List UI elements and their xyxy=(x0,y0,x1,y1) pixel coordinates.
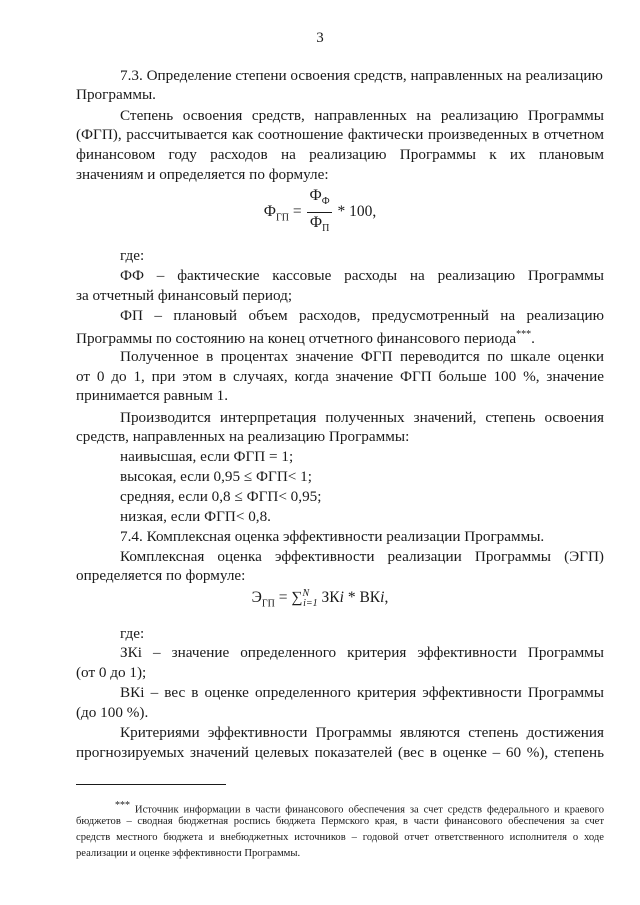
formula-subscript: ГП xyxy=(275,212,289,224)
paragraph-line: финансовом году расходов на реализацию Программы к их плановым xyxy=(76,146,604,163)
section-heading-7-3: 7.3. Определение степени освоения средств, направленных на реализацию xyxy=(120,67,603,84)
paragraph-line: средств, направленных на реализацию Программы: xyxy=(76,428,410,445)
paragraph-line: Комплексная оценка эффективности реализации Программы (ЭГП) xyxy=(120,548,604,565)
footnote-reference: *** xyxy=(516,329,532,340)
formula-tail: , xyxy=(384,589,389,607)
formula-equals: = xyxy=(274,589,292,607)
definition-line: ВКi – вес в оценке определенного критерия эффективности Программы xyxy=(120,684,604,701)
definition-line: ФП – плановый объем расходов, предусмотренный на реализацию xyxy=(120,307,604,324)
formula-term: * ВК xyxy=(343,589,381,607)
paragraph-line: от 0 до 1, при этом в случаях, когда значение ФГП больше 100 %, значение xyxy=(76,368,604,385)
formula-index: i xyxy=(380,589,385,607)
formula-fgp: $Ф_{ГП}$ = $\frac{Ф_Ф}{Ф_П}$ * 100, xyxy=(0,186,640,239)
formula-subscript: ГП xyxy=(261,598,275,610)
formula-tail: * 100, xyxy=(337,203,377,221)
paragraph-line: (ФГП), рассчитывается как соотношение фактически произведенных в отчетном xyxy=(76,126,604,143)
formula-subscript: П xyxy=(322,223,330,235)
formula-denominator: Ф xyxy=(309,214,323,232)
footnote-divider xyxy=(76,784,226,785)
paragraph-line: Производится интерпретация полученных значений, степень освоения xyxy=(120,409,604,426)
where-label: где: xyxy=(120,625,145,642)
page-number: 3 xyxy=(316,30,324,46)
section-heading-7-4: 7.4. Комплексная оценка эффективности реализации Программы. xyxy=(120,528,545,545)
definition-line xyxy=(76,325,535,348)
footnote-line: средств местного бюджета и внебюджетных источников – годовой отчет ответственного исполнителя о ходе xyxy=(76,832,604,843)
level-high: высокая, если 0,95 ≤ ФГП< 1; xyxy=(120,468,312,485)
definition-text: Программы по состоянию на конец отчетного финансового периода xyxy=(76,330,517,348)
paragraph-line: Полученное в процентах значение ФГП переводится по шкале оценки xyxy=(120,348,604,365)
level-highest: наивысшая, если ФГП = 1; xyxy=(120,448,294,465)
formula-numerator: Ф xyxy=(309,187,322,204)
sum-symbol: ∑ xyxy=(291,589,303,607)
definition-line: за отчетный финансовый период; xyxy=(76,287,293,304)
formula-term: ЗК xyxy=(317,589,340,607)
where-label: где: xyxy=(120,247,145,264)
paragraph-line: принимается равным 1. xyxy=(76,387,229,404)
sum-lower-limit: i=1 xyxy=(303,598,318,610)
definition-line: (до 100 %). xyxy=(76,704,149,721)
definition-line: ЗКi – значение определенного критерия эффективности Программы xyxy=(120,644,604,661)
footnote-text: Источник информации в части финансового обеспечения за счет средств федерального и краевого xyxy=(134,804,604,816)
formula-subscript: Ф xyxy=(321,196,330,208)
formula-symbol: Э xyxy=(251,589,262,607)
formula-index: i xyxy=(339,589,344,607)
footnote-line: реализации и оценке эффективности Программы. xyxy=(76,848,301,859)
paragraph-line: Критериями эффективности Программы являются степень достижения xyxy=(120,724,604,741)
paragraph-line: значениям и определяется по формуле: xyxy=(76,166,329,183)
level-medium: средняя, если 0,8 ≤ ФГП< 0,95; xyxy=(120,488,322,505)
formula-egp xyxy=(0,588,640,609)
footnote-line: бюджетов – сводная бюджетная роспись бюджета Пермского края, в части финансового обеспечения за счет xyxy=(76,816,604,827)
definition-line: ФФ – фактические кассовые расходы на реализацию Программы xyxy=(120,267,604,284)
definition-text: . xyxy=(531,330,535,348)
footnote-mark: *** xyxy=(115,800,130,811)
sum-upper-limit: N xyxy=(302,588,310,599)
paragraph-line: определяется по формуле: xyxy=(76,567,246,584)
section-heading-7-3-cont: Программы. xyxy=(76,86,156,103)
formula-fraction xyxy=(307,186,331,239)
definition-line: (от 0 до 1); xyxy=(76,664,147,681)
formula-symbol: Ф xyxy=(263,203,276,221)
paragraph-line: прогнозируемых значений целевых показателей (вес в оценке – 60 %), степень xyxy=(76,744,604,761)
paragraph-line: Степень освоения средств, направленных на реализацию Программы xyxy=(120,107,604,124)
level-low: низкая, если ФГП< 0,8. xyxy=(120,508,271,525)
